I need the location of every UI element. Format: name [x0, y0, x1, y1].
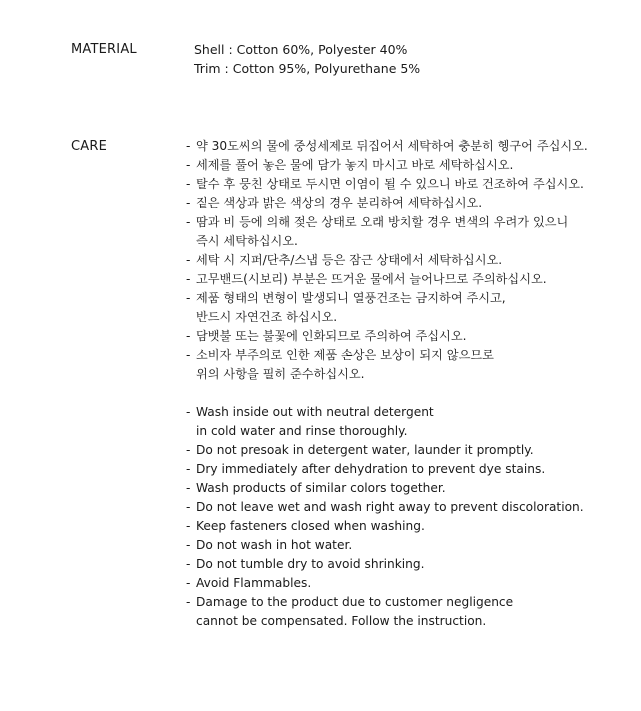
care-instructions-korean — [186, 137, 626, 384]
bullet-dash: - — [186, 158, 191, 172]
english-care-line: Do not presoak in detergent water, launder it promptly. — [196, 443, 534, 457]
korean-care-item — [186, 251, 626, 270]
korean-care-item — [186, 137, 626, 156]
material-trim: Trim : Cotton 95%, Polyurethane 5% — [194, 61, 421, 76]
english-care-line: Avoid Flammables. — [196, 576, 312, 590]
care-label: CARE — [71, 139, 108, 154]
bullet-dash: - — [186, 595, 191, 609]
bullet-dash: - — [186, 405, 191, 419]
bullet-dash: - — [186, 291, 191, 305]
korean-care-item — [186, 289, 626, 327]
korean-care-item — [186, 175, 626, 194]
bullet-dash: - — [186, 462, 191, 476]
korean-care-line: 위의 사항을 필히 준수하십시오. — [196, 367, 365, 381]
korean-care-line: 탈수 후 뭉친 상태로 두시면 이염이 될 수 있으니 바로 건조하여 주십시오. — [196, 177, 584, 191]
korean-care-item — [186, 346, 626, 384]
english-care-item — [186, 479, 626, 498]
korean-care-line: 약 30도씨의 물에 중성세제로 뒤집어서 세탁하여 충분히 헹구어 주십시오. — [196, 139, 588, 153]
bullet-dash: - — [186, 177, 191, 191]
care-instructions-english — [186, 403, 626, 631]
korean-care-line: 소비자 부주의로 인한 제품 손상은 보상이 되지 않으므로 — [196, 348, 494, 362]
english-care-line: cannot be compensated. Follow the instruction. — [196, 614, 487, 628]
bullet-dash: - — [186, 139, 191, 153]
english-care-line: Do not tumble dry to avoid shrinking. — [196, 557, 425, 571]
english-care-line: Do not wash in hot water. — [196, 538, 353, 552]
english-care-item — [186, 555, 626, 574]
bullet-dash: - — [186, 538, 191, 552]
korean-care-line: 세탁 시 지퍼/단추/스냅 등은 잠근 상태에서 세탁하십시오. — [196, 253, 503, 267]
korean-care-item — [186, 194, 626, 213]
bullet-dash: - — [186, 348, 191, 362]
bullet-dash: - — [186, 519, 191, 533]
bullet-dash: - — [186, 500, 191, 514]
korean-care-line: 제품 형태의 변형이 발생되니 열풍건조는 금지하여 주시고, — [196, 291, 506, 305]
korean-care-item — [186, 270, 626, 289]
care-list — [186, 137, 626, 631]
english-care-item — [186, 593, 626, 631]
bullet-dash: - — [186, 215, 191, 229]
korean-care-line: 세제를 풀어 놓은 물에 담가 놓지 마시고 바로 세탁하십시오. — [196, 158, 514, 172]
english-care-item — [186, 498, 626, 517]
material-shell: Shell : Cotton 60%, Polyester 40% — [194, 42, 408, 57]
korean-care-line: 고무밴드(시보리) 부분은 뜨거운 물에서 늘어나므로 주의하십시오. — [196, 272, 547, 286]
english-care-item — [186, 403, 626, 441]
english-care-item — [186, 441, 626, 460]
bullet-dash: - — [186, 576, 191, 590]
english-care-line: Wash products of similar colors together. — [196, 481, 446, 495]
english-care-item — [186, 460, 626, 479]
bullet-dash: - — [186, 196, 191, 210]
bullet-dash: - — [186, 443, 191, 457]
korean-care-line: 담뱃불 또는 불꽃에 인화되므로 주의하여 주십시오. — [196, 329, 467, 343]
english-care-line: in cold water and rinse thoroughly. — [196, 424, 408, 438]
english-care-item — [186, 517, 626, 536]
bullet-dash: - — [186, 481, 191, 495]
korean-care-item — [186, 156, 626, 175]
korean-care-line: 반드시 자연건조 하십시오. — [196, 310, 338, 324]
english-care-line: Do not leave wet and wash right away to prevent discoloration. — [196, 500, 584, 514]
english-care-item — [186, 574, 626, 593]
english-care-line: Keep fasteners closed when washing. — [196, 519, 425, 533]
english-care-item — [186, 536, 626, 555]
korean-care-line: 즉시 세탁하십시오. — [196, 234, 298, 248]
material-label: MATERIAL — [71, 42, 137, 57]
korean-care-line: 땀과 비 등에 의해 젖은 상태로 오래 방치할 경우 변색의 우려가 있으니 — [196, 215, 569, 229]
bullet-dash: - — [186, 557, 191, 571]
english-care-line: Dry immediately after dehydration to prevent dye stains. — [196, 462, 546, 476]
material-list — [194, 40, 420, 78]
korean-care-item — [186, 327, 626, 346]
bullet-dash: - — [186, 253, 191, 267]
english-care-line: Damage to the product due to customer negligence — [196, 595, 514, 609]
english-care-line: Wash inside out with neutral detergent — [196, 405, 434, 419]
bullet-dash: - — [186, 272, 191, 286]
bullet-dash: - — [186, 329, 191, 343]
korean-care-item — [186, 213, 626, 251]
korean-care-line: 짙은 색상과 밝은 색상의 경우 분리하여 세탁하십시오. — [196, 196, 483, 210]
